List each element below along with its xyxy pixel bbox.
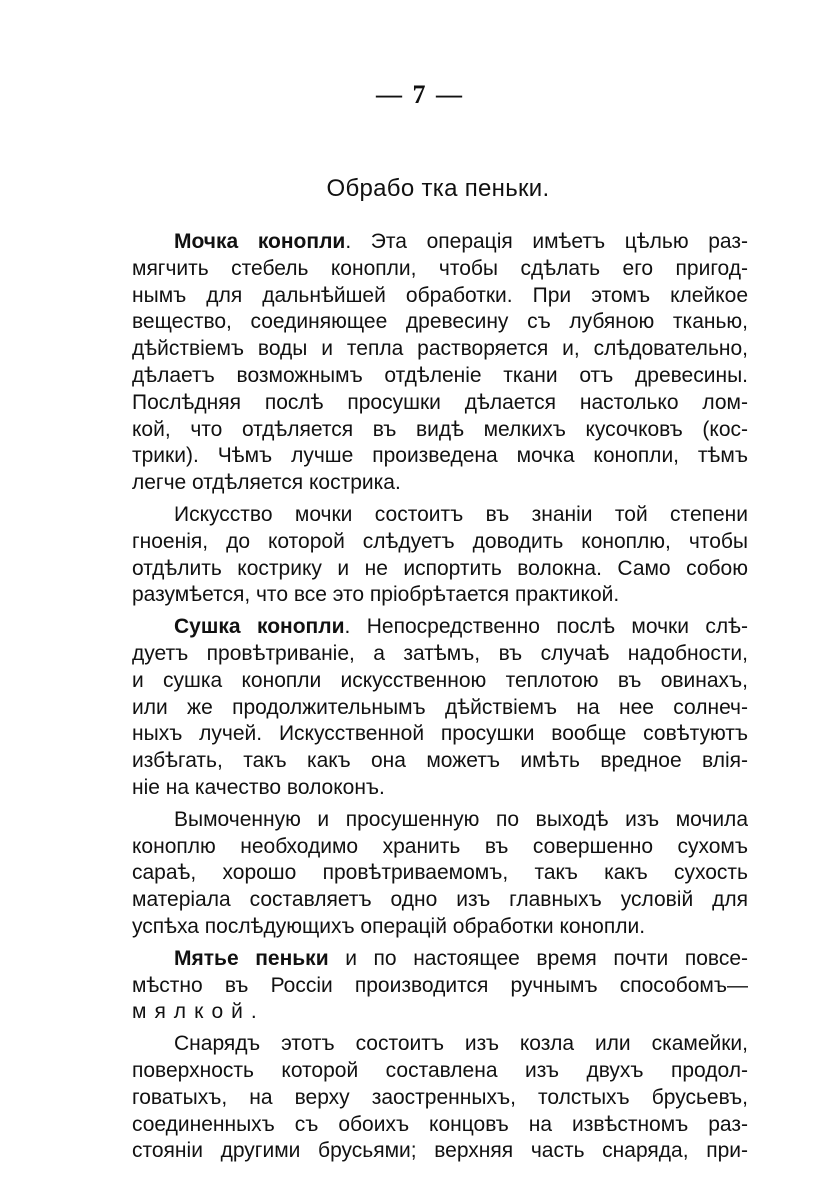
text-line: кой, что отдѣляется въ видѣ мелкихъ кусочковъ (кос-: [132, 417, 748, 441]
text-line: разумѣется, что все это пріобрѣтается практикой.: [132, 583, 620, 607]
text-line: стояніи другими брусьями; верхняя часть снаряда, при-: [132, 1139, 748, 1163]
paragraph-snaryad: [132, 1031, 748, 1165]
paragraph-lead: Мятье пеньки: [174, 946, 329, 970]
text-line: гноенія, до которой слѣдуетъ доводить коноплю, чтобы: [132, 529, 748, 553]
text-line: говатыхъ, на верху заостренныхъ, толстыхъ брусьевъ,: [132, 1085, 748, 1109]
text-line: дѣлаетъ возможнымъ отдѣленіе ткани отъ древесины.: [132, 363, 748, 387]
text-line: Вымоченную и просушенную по выходѣ изъ мочила: [174, 807, 748, 831]
text-line: Мятье пеньки и по настоящее время почти повсе-: [174, 946, 748, 970]
text-line: мялкой.: [132, 1000, 265, 1024]
text-line: сараѣ, хорошо провѣтриваемомъ, такъ какъ сухость: [132, 861, 748, 885]
text-line: избѣгать, такъ какъ она можетъ имѣть вредное влія-: [132, 749, 748, 773]
paragraph-lead: Мочка конопли: [174, 230, 346, 253]
text-line: или же продолжительнымъ дѣйствіемъ на нее солнеч-: [132, 695, 748, 719]
text-line: Сушка конопли. Непосредственно послѣ мочки слѣ-: [174, 615, 748, 639]
text-line: соединенныхъ съ обоихъ концовъ на извѣстномъ раз-: [132, 1112, 748, 1136]
text-line: легче отдѣляется кострика.: [132, 471, 401, 495]
text-line: и сушка конопли искусственною теплотою въ овинахъ,: [132, 668, 748, 692]
text-line: мѣстно въ Россіи производится ручнымъ способомъ—: [132, 973, 748, 997]
text-line: вещество, соединяющее древесину съ лубяною тканью,: [132, 310, 748, 334]
text-line: ніе на качество волоконъ.: [132, 775, 385, 799]
text-line: Снарядъ этотъ состоитъ изъ козла или скамейки,: [174, 1032, 748, 1056]
text-line: Мочка конопли. Эта операція имѣетъ цѣлью раз-: [174, 230, 748, 253]
body-text: [132, 229, 748, 1170]
text-line: Искусство мочки состоитъ въ знаніи той степени: [174, 502, 748, 526]
paragraph-iskusstvo: [132, 502, 748, 609]
text-line: дуетъ провѣтриваніе, а затѣмъ, въ случаѣ надобности,: [132, 641, 748, 665]
text-line: ныхъ лучей. Искусственной просушки вообще совѣтуютъ: [132, 722, 748, 746]
paragraph-sushka: [132, 614, 748, 802]
text-line: поверхность которой составлена изъ двухъ продол-: [132, 1058, 748, 1082]
text-line: успѣха послѣдующихъ операцій обработки конопли.: [132, 914, 646, 938]
text-line: матеріала составляетъ одно изъ главныхъ условій для: [132, 888, 748, 912]
text-line: мягчить стебель конопли, чтобы сдѣлать его пригод-: [132, 256, 748, 280]
section-title: Обрабо тка пеньки.: [326, 175, 550, 202]
text-line: дѣйствіемъ воды и тепла растворяется и, слѣдовательно,: [132, 337, 748, 361]
text-line: отдѣлить кострику и не испортить волокна. Само собою: [132, 556, 748, 580]
paragraph-vymochennuyu: [132, 807, 748, 941]
text-line: нымъ для дальнѣйшей обработки. При этомъ клейкое: [132, 283, 748, 307]
text-line: коноплю необходимо хранить въ совершенно сухомъ: [132, 834, 748, 858]
text-line: трики). Чѣмъ лучше произведена мочка конопли, тѣмъ: [132, 444, 748, 468]
paragraph-myatye: [132, 946, 748, 1026]
page-number: — 7 —: [376, 80, 464, 109]
paragraph-mochka: [132, 229, 748, 497]
paragraph-lead: Сушка конопли: [174, 615, 345, 639]
text-line: Послѣдняя послѣ просушки дѣлается настолько лом-: [132, 390, 748, 414]
